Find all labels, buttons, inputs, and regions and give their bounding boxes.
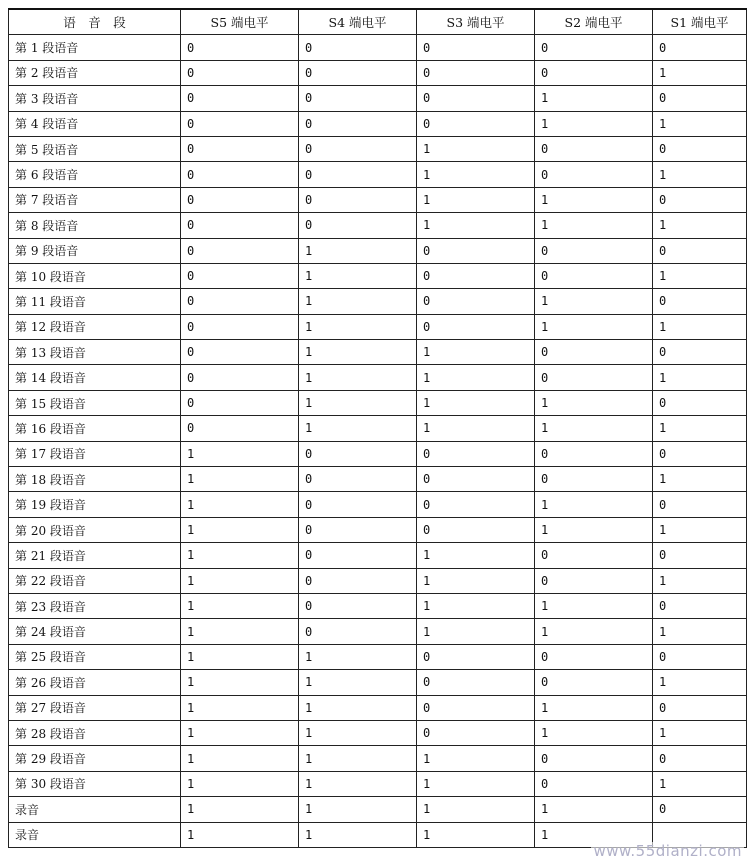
cell-s2-level: 1 (535, 619, 653, 644)
table-row (9, 162, 747, 187)
cell-s4-level: 1 (299, 416, 417, 441)
cell-s1-level: 1 (653, 263, 747, 288)
cell-segment: 第 27 段语音 (9, 695, 181, 720)
cell-s2-level: 0 (535, 568, 653, 593)
table-row (9, 390, 747, 415)
cell-segment: 第 28 段语音 (9, 720, 181, 745)
cell-s4-level: 1 (299, 670, 417, 695)
cell-s1-level: 1 (653, 467, 747, 492)
cell-s5-level: 1 (181, 467, 299, 492)
cell-s1-level: 0 (653, 390, 747, 415)
table-row (9, 670, 747, 695)
cell-s3-level: 0 (417, 238, 535, 263)
table-row (9, 695, 747, 720)
cell-s5-level: 1 (181, 619, 299, 644)
cell-segment: 第 18 段语音 (9, 467, 181, 492)
cell-s2-level: 0 (535, 365, 653, 390)
cell-segment: 第 9 段语音 (9, 238, 181, 263)
cell-segment: 第 7 段语音 (9, 187, 181, 212)
cell-s2-level: 1 (535, 720, 653, 745)
cell-s4-level: 0 (299, 543, 417, 568)
cell-segment: 第 1 段语音 (9, 35, 181, 60)
table-row (9, 365, 747, 390)
table-row (9, 746, 747, 771)
cell-s4-level: 0 (299, 441, 417, 466)
table-row (9, 213, 747, 238)
cell-s4-level: 0 (299, 619, 417, 644)
cell-s3-level: 1 (417, 543, 535, 568)
cell-s5-level: 0 (181, 340, 299, 365)
cell-s2-level: 1 (535, 517, 653, 542)
cell-s3-level: 1 (417, 797, 535, 822)
cell-segment: 第 20 段语音 (9, 517, 181, 542)
cell-segment: 第 29 段语音 (9, 746, 181, 771)
cell-s1-level: 1 (653, 517, 747, 542)
cell-s5-level: 0 (181, 187, 299, 212)
cell-s2-level: 0 (535, 543, 653, 568)
cell-s1-level: 0 (653, 543, 747, 568)
header-s4: S4 端电平 (299, 9, 417, 35)
cell-s2-level: 1 (535, 822, 653, 847)
cell-s5-level: 1 (181, 720, 299, 745)
cell-s4-level: 0 (299, 86, 417, 111)
cell-s5-level: 1 (181, 797, 299, 822)
header-segment: 语 音 段 (9, 9, 181, 35)
cell-s3-level: 1 (417, 416, 535, 441)
cell-s5-level: 0 (181, 238, 299, 263)
cell-s2-level: 0 (535, 60, 653, 85)
cell-segment: 第 24 段语音 (9, 619, 181, 644)
cell-s5-level: 0 (181, 162, 299, 187)
cell-s5-level: 1 (181, 746, 299, 771)
cell-s1-level: 0 (653, 187, 747, 212)
cell-s1-level: 1 (653, 568, 747, 593)
cell-s2-level: 1 (535, 492, 653, 517)
cell-s4-level: 1 (299, 238, 417, 263)
cell-s5-level: 0 (181, 314, 299, 339)
cell-s3-level: 0 (417, 111, 535, 136)
cell-s3-level: 0 (417, 60, 535, 85)
cell-s3-level: 0 (417, 86, 535, 111)
cell-s5-level: 1 (181, 644, 299, 669)
cell-s2-level: 0 (535, 340, 653, 365)
header-s1: S1 端电平 (653, 9, 747, 35)
cell-s1-level: 1 (653, 720, 747, 745)
cell-s3-level: 1 (417, 822, 535, 847)
cell-s5-level: 0 (181, 35, 299, 60)
cell-s1-level: 0 (653, 136, 747, 161)
cell-s5-level: 0 (181, 365, 299, 390)
cell-s5-level: 1 (181, 517, 299, 542)
cell-segment: 第 17 段语音 (9, 441, 181, 466)
cell-s5-level: 1 (181, 543, 299, 568)
cell-s1-level: 0 (653, 340, 747, 365)
cell-s5-level: 0 (181, 289, 299, 314)
cell-segment: 第 4 段语音 (9, 111, 181, 136)
cell-s5-level: 0 (181, 263, 299, 288)
table-row (9, 136, 747, 161)
cell-s3-level: 0 (417, 670, 535, 695)
cell-s5-level: 1 (181, 670, 299, 695)
cell-segment: 第 5 段语音 (9, 136, 181, 161)
cell-s3-level: 1 (417, 365, 535, 390)
cell-segment: 第 3 段语音 (9, 86, 181, 111)
cell-s1-level: 0 (653, 593, 747, 618)
cell-s5-level: 1 (181, 492, 299, 517)
cell-segment: 第 14 段语音 (9, 365, 181, 390)
cell-s5-level: 0 (181, 86, 299, 111)
cell-s1-level: 0 (653, 797, 747, 822)
table-row (9, 35, 747, 60)
cell-s3-level: 1 (417, 746, 535, 771)
cell-s3-level: 0 (417, 35, 535, 60)
cell-segment: 第 11 段语音 (9, 289, 181, 314)
cell-s4-level: 0 (299, 213, 417, 238)
cell-s4-level: 1 (299, 695, 417, 720)
cell-segment: 录音 (9, 797, 181, 822)
cell-s3-level: 1 (417, 213, 535, 238)
cell-s2-level: 0 (535, 771, 653, 796)
cell-s4-level: 0 (299, 60, 417, 85)
cell-s1-level: 1 (653, 416, 747, 441)
cell-s1-level: 0 (653, 441, 747, 466)
cell-s4-level: 0 (299, 136, 417, 161)
cell-s3-level: 0 (417, 289, 535, 314)
table-row (9, 467, 747, 492)
cell-segment: 第 26 段语音 (9, 670, 181, 695)
cell-s3-level: 0 (417, 720, 535, 745)
cell-s4-level: 1 (299, 340, 417, 365)
cell-s5-level: 1 (181, 568, 299, 593)
cell-s2-level: 1 (535, 111, 653, 136)
cell-s3-level: 1 (417, 771, 535, 796)
cell-s1-level: 0 (653, 746, 747, 771)
cell-s1-level: 1 (653, 365, 747, 390)
cell-s5-level: 0 (181, 416, 299, 441)
cell-s4-level: 0 (299, 35, 417, 60)
table-row (9, 797, 747, 822)
cell-s2-level: 1 (535, 289, 653, 314)
table-row (9, 720, 747, 745)
cell-s3-level: 0 (417, 441, 535, 466)
cell-s2-level: 0 (535, 670, 653, 695)
cell-s1-level: 1 (653, 314, 747, 339)
cell-s3-level: 0 (417, 644, 535, 669)
table-row (9, 60, 747, 85)
cell-segment: 第 23 段语音 (9, 593, 181, 618)
cell-s3-level: 1 (417, 187, 535, 212)
cell-segment: 第 22 段语音 (9, 568, 181, 593)
cell-s4-level: 1 (299, 314, 417, 339)
table-row (9, 619, 747, 644)
cell-s2-level: 0 (535, 644, 653, 669)
cell-segment: 第 16 段语音 (9, 416, 181, 441)
cell-segment: 第 25 段语音 (9, 644, 181, 669)
cell-s4-level: 0 (299, 187, 417, 212)
cell-s5-level: 0 (181, 60, 299, 85)
cell-s4-level: 1 (299, 822, 417, 847)
cell-s4-level: 1 (299, 644, 417, 669)
table-container (8, 8, 747, 848)
cell-s4-level: 0 (299, 162, 417, 187)
table-row (9, 289, 747, 314)
table-row (9, 187, 747, 212)
cell-s2-level: 1 (535, 390, 653, 415)
watermark-text: www.55dianzi.com (593, 842, 742, 860)
cell-s2-level: 0 (535, 467, 653, 492)
cell-s5-level: 1 (181, 593, 299, 618)
cell-s2-level: 0 (535, 263, 653, 288)
cell-s2-level: 0 (535, 238, 653, 263)
cell-s3-level: 0 (417, 695, 535, 720)
cell-s3-level: 1 (417, 568, 535, 593)
cell-segment: 第 6 段语音 (9, 162, 181, 187)
cell-s1-level: 0 (653, 695, 747, 720)
cell-s1-level: 0 (653, 644, 747, 669)
cell-segment: 第 8 段语音 (9, 213, 181, 238)
cell-s1-level: 1 (653, 111, 747, 136)
cell-s2-level: 0 (535, 136, 653, 161)
cell-s1-level: 1 (653, 213, 747, 238)
cell-s3-level: 0 (417, 263, 535, 288)
cell-s1-level: 1 (653, 162, 747, 187)
cell-s4-level: 0 (299, 492, 417, 517)
cell-s4-level: 0 (299, 111, 417, 136)
cell-segment: 第 30 段语音 (9, 771, 181, 796)
cell-s1-level: 0 (653, 492, 747, 517)
cell-s3-level: 0 (417, 492, 535, 517)
cell-s2-level: 0 (535, 162, 653, 187)
table-row (9, 644, 747, 669)
cell-s4-level: 1 (299, 797, 417, 822)
cell-segment: 第 15 段语音 (9, 390, 181, 415)
cell-segment: 第 10 段语音 (9, 263, 181, 288)
table-row (9, 441, 747, 466)
cell-s5-level: 0 (181, 390, 299, 415)
cell-s4-level: 0 (299, 467, 417, 492)
cell-s1-level: 1 (653, 771, 747, 796)
cell-s2-level: 1 (535, 213, 653, 238)
cell-s4-level: 1 (299, 263, 417, 288)
header-row (9, 9, 747, 35)
header-s2: S2 端电平 (535, 9, 653, 35)
cell-segment: 第 12 段语音 (9, 314, 181, 339)
cell-s2-level: 1 (535, 187, 653, 212)
cell-s5-level: 1 (181, 695, 299, 720)
table-row (9, 111, 747, 136)
table-row (9, 314, 747, 339)
cell-s3-level: 1 (417, 162, 535, 187)
cell-s3-level: 0 (417, 517, 535, 542)
cell-s1-level: 0 (653, 289, 747, 314)
header-s3: S3 端电平 (417, 9, 535, 35)
cell-s4-level: 1 (299, 746, 417, 771)
table-row (9, 416, 747, 441)
table-row (9, 492, 747, 517)
cell-s2-level: 0 (535, 441, 653, 466)
cell-segment: 第 19 段语音 (9, 492, 181, 517)
cell-s1-level: 1 (653, 60, 747, 85)
cell-segment: 第 21 段语音 (9, 543, 181, 568)
cell-s2-level: 1 (535, 797, 653, 822)
cell-s5-level: 0 (181, 213, 299, 238)
cell-s4-level: 1 (299, 289, 417, 314)
cell-s2-level: 1 (535, 314, 653, 339)
cell-s4-level: 0 (299, 517, 417, 542)
table-row (9, 593, 747, 618)
table-row (9, 340, 747, 365)
table-row (9, 517, 747, 542)
cell-s1-level: 0 (653, 35, 747, 60)
cell-s4-level: 1 (299, 365, 417, 390)
cell-s1-level: 0 (653, 86, 747, 111)
cell-s4-level: 0 (299, 593, 417, 618)
cell-s5-level: 0 (181, 111, 299, 136)
cell-s4-level: 1 (299, 390, 417, 415)
cell-s3-level: 1 (417, 340, 535, 365)
cell-s3-level: 0 (417, 467, 535, 492)
cell-s3-level: 1 (417, 136, 535, 161)
cell-segment: 录音 (9, 822, 181, 847)
cell-s2-level: 1 (535, 416, 653, 441)
cell-s4-level: 1 (299, 720, 417, 745)
cell-s3-level: 0 (417, 314, 535, 339)
cell-s5-level: 1 (181, 771, 299, 796)
cell-s2-level: 1 (535, 86, 653, 111)
cell-s4-level: 1 (299, 771, 417, 796)
cell-s1-level: 0 (653, 238, 747, 263)
voice-segment-table (8, 8, 747, 848)
cell-s2-level: 0 (535, 35, 653, 60)
cell-s1-level: 1 (653, 670, 747, 695)
cell-s4-level: 0 (299, 568, 417, 593)
cell-s2-level: 0 (535, 746, 653, 771)
table-body (9, 35, 747, 848)
cell-s3-level: 1 (417, 593, 535, 618)
cell-s5-level: 1 (181, 822, 299, 847)
cell-segment: 第 13 段语音 (9, 340, 181, 365)
cell-s5-level: 0 (181, 136, 299, 161)
cell-s3-level: 1 (417, 619, 535, 644)
table-row (9, 543, 747, 568)
table-row (9, 238, 747, 263)
table-row (9, 771, 747, 796)
cell-s2-level: 1 (535, 695, 653, 720)
cell-s1-level: 1 (653, 619, 747, 644)
table-row (9, 568, 747, 593)
table-row (9, 263, 747, 288)
table-row (9, 86, 747, 111)
cell-s3-level: 1 (417, 390, 535, 415)
cell-s2-level: 1 (535, 593, 653, 618)
cell-segment: 第 2 段语音 (9, 60, 181, 85)
cell-s5-level: 1 (181, 441, 299, 466)
header-s5: S5 端电平 (181, 9, 299, 35)
